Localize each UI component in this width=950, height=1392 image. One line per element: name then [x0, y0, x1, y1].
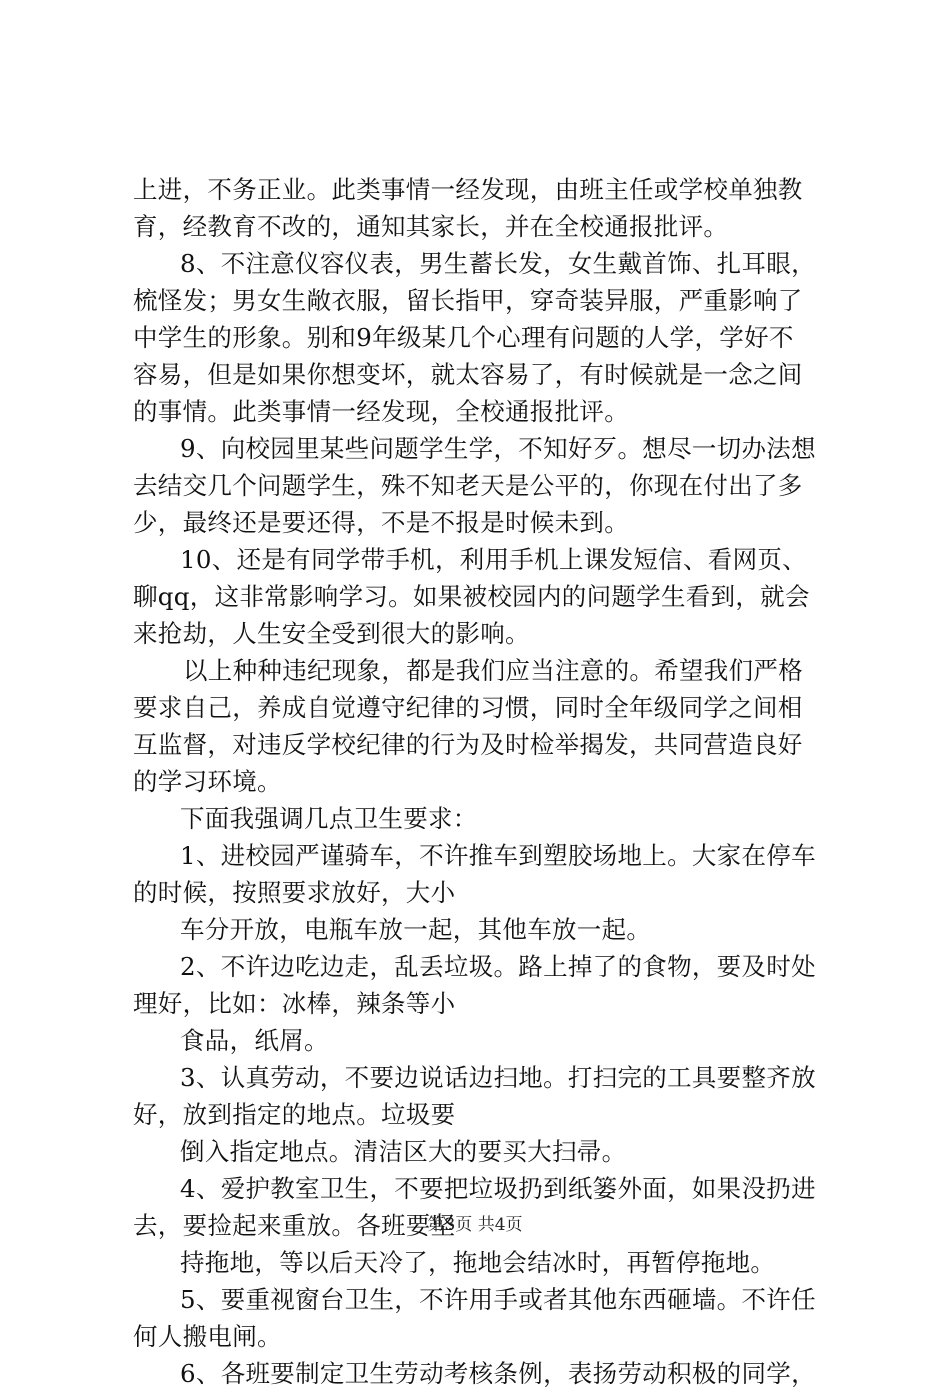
text-line: 持拖地，等以后天冷了，拖地会结冰时，再暂停拖地。 — [180, 1248, 776, 1277]
text-line: 车分开放，电瓶车放一起，其他车放一起。 — [180, 915, 652, 944]
text-line: 何人搬电闸。 — [133, 1322, 282, 1351]
text-line: 要求自己，养成自觉遵守纪律的习惯，同时全年级同学之间相 — [133, 693, 803, 722]
text-line: 1、进校园严谨骑车，不许推车到塑胶场地上。大家在停车 — [180, 841, 816, 870]
text-line: 容易，但是如果你想变坏，就太容易了，有时候就是一念之间 — [133, 360, 803, 389]
page-footer: 第3页 共4页 — [427, 1215, 523, 1235]
text-line: 的学习环境。 — [133, 767, 282, 796]
text-line: 2、不许边吃边走，乱丢垃圾。路上掉了的食物，要及时处 — [180, 952, 816, 981]
text-line: 来抢劫，人生安全受到很大的影响。 — [133, 619, 530, 648]
text-line: 去结交几个问题学生，殊不知老天是公平的，你现在付出了多 — [133, 471, 803, 500]
text-line: 的时候，按照要求放好，大小 — [133, 878, 456, 907]
text-line: 少，最终还是要还得，不是不报是时候未到。 — [133, 508, 629, 537]
text-line: 育，经教育不改的，通知其家长，并在全校通报批评。 — [133, 212, 729, 241]
text-line: 聊qq，这非常影响学习。如果被校园内的问题学生看到，就会 — [133, 582, 810, 611]
text-line: 去，要捡起来重放。各班要坚 — [133, 1211, 456, 1240]
text-line: 中学生的形象。别和9年级某几个心理有问题的人学，学好不 — [133, 323, 794, 352]
text-line: 梳怪发；男女生敞衣服，留长指甲，穿奇装异服，严重影响了 — [133, 286, 803, 315]
text-line: 的事情。此类事情一经发现，全校通报批评。 — [133, 397, 629, 426]
text-line: 10、还是有同学带手机，利用手机上课发短信、看网页、 — [180, 545, 807, 574]
text-line: 8、不注意仪容仪表，男生蓄长发，女生戴首饰、扎耳眼， — [180, 249, 816, 278]
text-line: 下面我强调几点卫生要求： — [180, 804, 478, 833]
text-line: 食品，纸屑。 — [180, 1026, 329, 1055]
document-body — [133, 171, 833, 1392]
text-line: 9、向校园里某些问题学生学，不知好歹。想尽一切办法想 — [180, 434, 816, 463]
text-line: 互监督，对违反学校纪律的行为及时检举揭发，共同营造良好 — [133, 730, 803, 759]
text-line: 5、要重视窗台卫生，不许用手或者其他东西砸墙。不许任 — [180, 1285, 816, 1314]
text-line: 4、爱护教室卫生，不要把垃圾扔到纸篓外面，如果没扔进 — [180, 1174, 816, 1203]
text-line: 6、各班要制定卫生劳动考核条例，表扬劳动积极的同学， — [180, 1359, 816, 1388]
text-line: 倒入指定地点。清洁区大的要买大扫帚。 — [180, 1137, 627, 1166]
text-line: 理好，比如：冰棒，辣条等小 — [133, 989, 456, 1018]
text-line: 以上种种违纪现象，都是我们应当注意的。希望我们严格 — [183, 656, 803, 685]
text-line: 好，放到指定的地点。垃圾要 — [133, 1100, 456, 1129]
text-line: 上进，不务正业。此类事情一经发现，由班主任或学校单独教 — [133, 175, 803, 204]
text-line: 3、认真劳动，不要边说话边扫地。打扫完的工具要整齐放 — [180, 1063, 816, 1092]
